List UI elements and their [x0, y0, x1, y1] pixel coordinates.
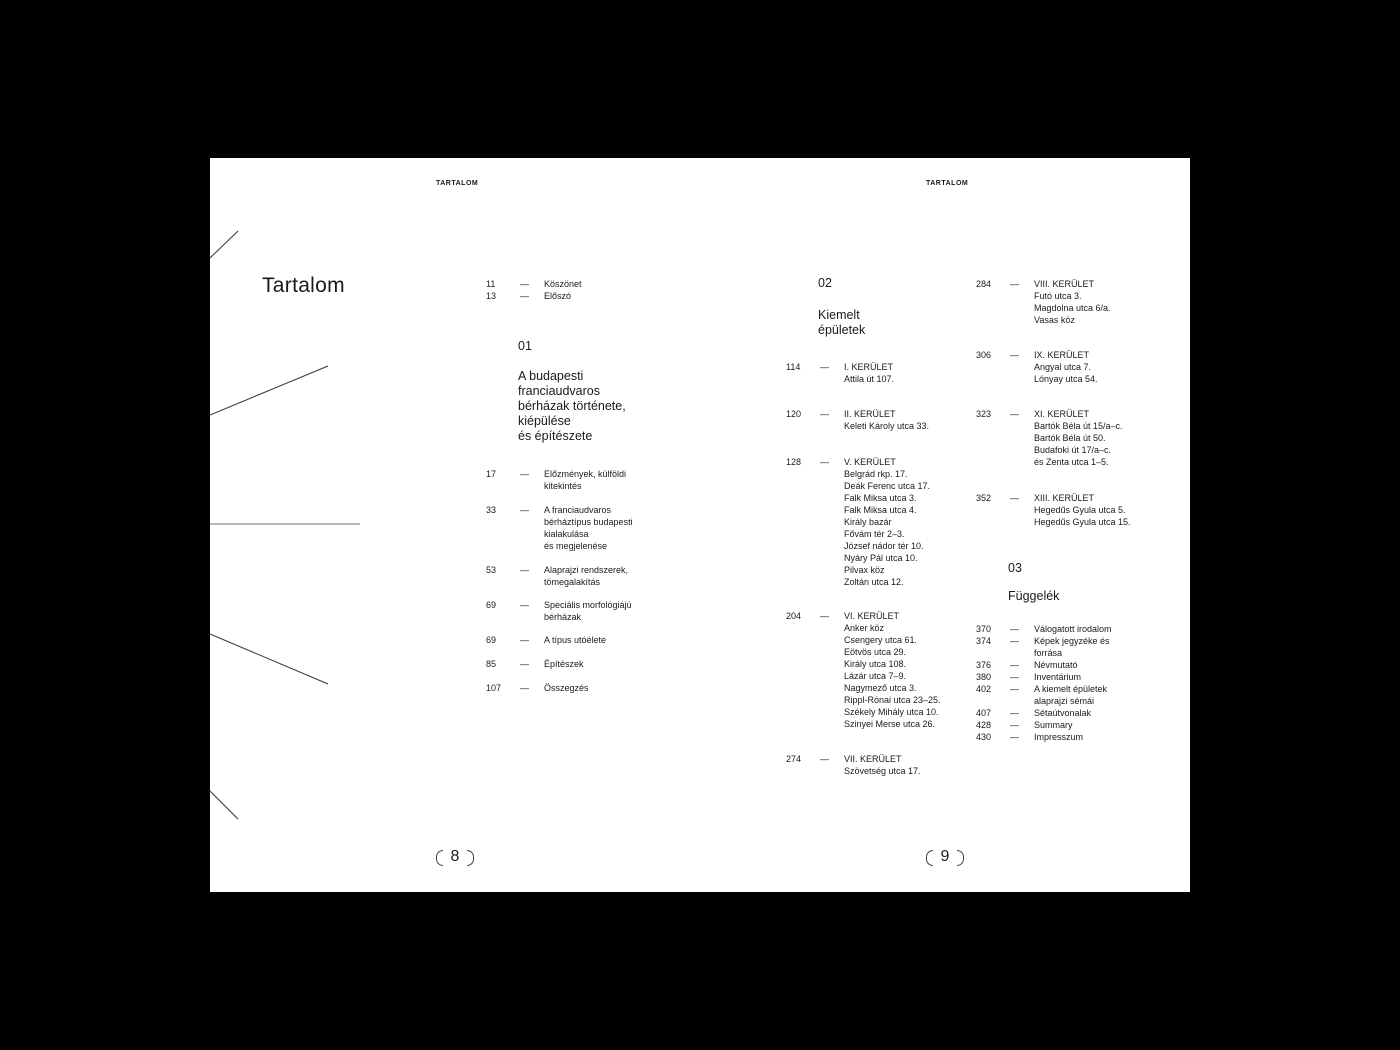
section-title — [1008, 589, 1059, 604]
toc-entry-line: Építészek — [544, 659, 584, 669]
toc-dash: — — [820, 362, 829, 372]
toc-entry-line: Hegedűs Gyula utca 5. — [1034, 505, 1126, 515]
toc-entry-line: XI. KERÜLET — [1034, 409, 1090, 419]
toc-entry-line: A kiemelt épületek — [1034, 684, 1108, 694]
toc-entry-text — [1034, 623, 1112, 635]
section-title-line: épületek — [818, 323, 866, 337]
toc-entry-line: Speciális morfológiájú — [544, 600, 632, 610]
left-page-number — [436, 850, 474, 874]
toc-dash: — — [820, 409, 829, 419]
toc-entry-line: Székely Mihály utca 10. — [844, 707, 939, 717]
toc-dash: — — [520, 505, 529, 515]
toc-page-number: 407 — [976, 708, 992, 718]
toc-page-number: 284 — [976, 279, 992, 289]
toc-dash: — — [1010, 636, 1019, 646]
toc-entry-line: Képek jegyzéke és — [1034, 636, 1110, 646]
toc-entry-line: Sétaútvonalak — [1034, 708, 1092, 718]
toc-entry-line: Vasas köz — [1034, 315, 1075, 325]
toc-page-number: 204 — [786, 611, 802, 621]
toc-entry-line: Köszönet — [544, 279, 582, 289]
toc-entry-line: Attila út 107. — [844, 374, 895, 384]
toc-entry-text — [1034, 492, 1131, 528]
toc-dash: — — [520, 683, 529, 693]
toc-entry-text — [1034, 408, 1123, 468]
toc-entry-line: A típus utóélete — [544, 635, 607, 645]
section-title — [818, 308, 865, 338]
toc-dash: — — [1010, 493, 1019, 503]
toc-page-number: 370 — [976, 624, 992, 634]
toc-entry-line: Belgrád rkp. 17. — [844, 469, 908, 479]
toc-entry-line: bérháztípus budapesti — [544, 517, 633, 527]
toc-entry-line: Inventárium — [1034, 672, 1082, 682]
toc-entry-line: Keleti Károly utca 33. — [844, 421, 930, 431]
section-title-line: és építészete — [518, 429, 593, 443]
toc-entry-line: Falk Miksa utca 3. — [844, 493, 917, 503]
toc-entry-line: Bartók Béla út 15/a–c. — [1034, 421, 1123, 431]
toc-entry-line: tömegalakítás — [544, 577, 601, 587]
section-title-line: bérházak története, — [518, 399, 626, 413]
toc-page-number: 380 — [976, 672, 992, 682]
toc-entry-line: Budafoki út 17/a–c. — [1034, 445, 1112, 455]
toc-entry-line: Fővám tér 2–3. — [844, 529, 905, 539]
toc-dash: — — [1010, 409, 1019, 419]
toc-dash: — — [520, 291, 529, 301]
section-title-line: kiépülése — [518, 414, 571, 428]
toc-entry-line: Névmutató — [1034, 660, 1078, 670]
toc-dash: — — [520, 565, 529, 575]
toc-entry-text — [1034, 707, 1091, 719]
toc-entry-line: Szövetség utca 17. — [844, 766, 921, 776]
toc-dash: — — [820, 457, 829, 467]
toc-page-number: 128 — [786, 457, 802, 467]
toc-entry-line: Nyáry Pál utca 10. — [844, 553, 918, 563]
toc-dash: — — [1010, 720, 1019, 730]
toc-entry-text — [1034, 683, 1107, 707]
toc-entry-text — [544, 599, 632, 623]
toc-entry-line: Király bazár — [844, 517, 892, 527]
toc-dash: — — [520, 279, 529, 289]
toc-page-number: 33 — [486, 505, 497, 515]
toc-entry-line: Lónyay utca 54. — [1034, 374, 1098, 384]
toc-entry-line: Eötvös utca 29. — [844, 647, 907, 657]
toc-dash: — — [1010, 672, 1019, 682]
toc-entry-text — [844, 610, 941, 730]
toc-entry-text — [1034, 731, 1083, 743]
section-number: 01 — [518, 339, 532, 353]
toc-entry-text — [1034, 278, 1111, 326]
toc-page-number: 69 — [486, 635, 497, 645]
toc-entry-line: alaprajzi sémái — [1034, 696, 1095, 706]
toc-entry-line: kitekintés — [544, 481, 582, 491]
toc-entry-line: Hegedűs Gyula utca 15. — [1034, 517, 1131, 527]
toc-dash: — — [520, 659, 529, 669]
toc-entry-line: Rippl-Rónai utca 23–25. — [844, 695, 941, 705]
toc-page-number: 120 — [786, 409, 802, 419]
toc-entry-line: Pilvax köz — [844, 565, 885, 575]
toc-entry-text — [544, 564, 628, 588]
section-number: 02 — [818, 276, 832, 290]
toc-page-number: 352 — [976, 493, 992, 503]
toc-dash: — — [1010, 624, 1019, 634]
toc-entry-text — [544, 468, 626, 492]
toc-entry-line: VIII. KERÜLET — [1034, 279, 1095, 289]
toc-entry-line: Angyal utca 7. — [1034, 362, 1092, 372]
toc-entry-text — [544, 290, 571, 302]
toc-entry-line: Futó utca 3. — [1034, 291, 1082, 301]
toc-entry-line: Falk Miksa utca 4. — [844, 505, 917, 515]
toc-entry-line: Bartók Béla út 50. — [1034, 433, 1106, 443]
toc-dash: — — [520, 600, 529, 610]
right-page-number-text: 9 — [940, 848, 950, 865]
toc-entry-line: Csengery utca 61. — [844, 635, 918, 645]
toc-entry-text — [1034, 635, 1110, 659]
right-running-header: TARTALOM — [926, 180, 969, 187]
toc-entry-line: Előszó — [544, 291, 572, 301]
section-title-line: franciaudvaros — [518, 384, 600, 398]
toc-entry-text — [844, 753, 921, 777]
toc-entry-line: Impresszum — [1034, 732, 1084, 742]
toc-page-number: 17 — [486, 469, 497, 479]
toc-entry-line: Lázár utca 7–9. — [844, 671, 907, 681]
toc-entry-line: VI. KERÜLET — [844, 611, 900, 621]
toc-entry-line: Summary — [1034, 720, 1073, 730]
toc-entry-line: és megjelenése — [544, 541, 608, 551]
toc-entry-text — [1034, 659, 1078, 671]
toc-entry-text — [1034, 349, 1098, 385]
toc-dash: — — [1010, 732, 1019, 742]
toc-page-number: 376 — [976, 660, 992, 670]
toc-entry-line: Deák Ferenc utca 17. — [844, 481, 931, 491]
toc-page-number: 323 — [976, 409, 992, 419]
toc-entry-line: forrása — [1034, 648, 1063, 658]
toc-entry-text — [544, 634, 606, 646]
toc-page-number: 85 — [486, 659, 497, 669]
toc-page-number: 374 — [976, 636, 992, 646]
toc-entry-line: kialakulása — [544, 529, 589, 539]
contents-title: Tartalom — [262, 274, 345, 297]
toc-entry-text — [544, 278, 582, 290]
toc-entry-line: Szinyei Merse utca 26. — [844, 719, 936, 729]
section-title-line: A budapesti — [518, 369, 584, 383]
toc-page-number: 53 — [486, 565, 497, 575]
toc-dash: — — [520, 635, 529, 645]
toc-dash: — — [1010, 350, 1019, 360]
toc-dash: — — [1010, 684, 1019, 694]
toc-entry-line: Válogatott irodalom — [1034, 624, 1112, 634]
toc-page-number: 428 — [976, 720, 992, 730]
toc-page-number: 107 — [486, 683, 502, 693]
toc-entry-text — [544, 682, 589, 694]
toc-entry-line: Összegzés — [544, 683, 589, 693]
toc-entry-line: Anker köz — [844, 623, 885, 633]
toc-entry-text — [844, 408, 929, 432]
toc-entry-line: A franciaudvaros — [544, 505, 612, 515]
toc-entry-line: Király utca 108. — [844, 659, 907, 669]
section-title — [518, 369, 626, 444]
toc-entry-line: IX. KERÜLET — [1034, 350, 1090, 360]
toc-dash: — — [520, 469, 529, 479]
toc-entry-line: Magdolna utca 6/a. — [1034, 303, 1111, 313]
toc-dash: — — [1010, 660, 1019, 670]
section-number: 03 — [1008, 561, 1022, 575]
toc-entry-line: Nagymező utca 3. — [844, 683, 917, 693]
toc-page-number: 69 — [486, 600, 497, 610]
toc-entry-text — [844, 456, 930, 588]
toc-entry-text — [544, 504, 633, 552]
section-title-line: Kiemelt — [818, 308, 860, 322]
left-running-header: TARTALOM — [436, 180, 479, 187]
toc-entry-line: V. KERÜLET — [844, 457, 896, 467]
toc-entry-line: VII. KERÜLET — [844, 754, 902, 764]
left-page-number-text: 8 — [450, 848, 460, 865]
toc-dash: — — [1010, 708, 1019, 718]
toc-entry-text — [1034, 671, 1081, 683]
toc-entry-line: Zoltán utca 12. — [844, 577, 904, 587]
toc-page-number: 402 — [976, 684, 992, 694]
toc-entry-text — [544, 658, 584, 670]
toc-page-number: 11 — [486, 279, 496, 289]
toc-entry-line: és Zenta utca 1–5. — [1034, 457, 1109, 467]
toc-dash: — — [820, 611, 829, 621]
book-spread — [210, 158, 1190, 892]
toc-dash: — — [1010, 279, 1019, 289]
toc-page-number: 306 — [976, 350, 992, 360]
toc-entry-line: bérházak — [544, 612, 582, 622]
toc-dash: — — [820, 754, 829, 764]
section-title-line: Függelék — [1008, 589, 1060, 603]
toc-page-number: 274 — [786, 754, 802, 764]
toc-entry-line: XIII. KERÜLET — [1034, 493, 1095, 503]
toc-entry-line: Előzmények, külföldi — [544, 469, 627, 479]
toc-page-number: 13 — [486, 291, 497, 301]
toc-page-number: 430 — [976, 732, 992, 742]
toc-page-number: 114 — [786, 362, 801, 372]
toc-entry-text — [844, 361, 894, 385]
toc-entry-line: József nádor tér 10. — [844, 541, 924, 551]
right-page-number — [926, 850, 964, 874]
toc-entry-line: I. KERÜLET — [844, 362, 894, 372]
toc-entry-line: II. KERÜLET — [844, 409, 896, 419]
toc-entry-text — [1034, 719, 1073, 731]
toc-entry-line: Alaprajzi rendszerek, — [544, 565, 629, 575]
